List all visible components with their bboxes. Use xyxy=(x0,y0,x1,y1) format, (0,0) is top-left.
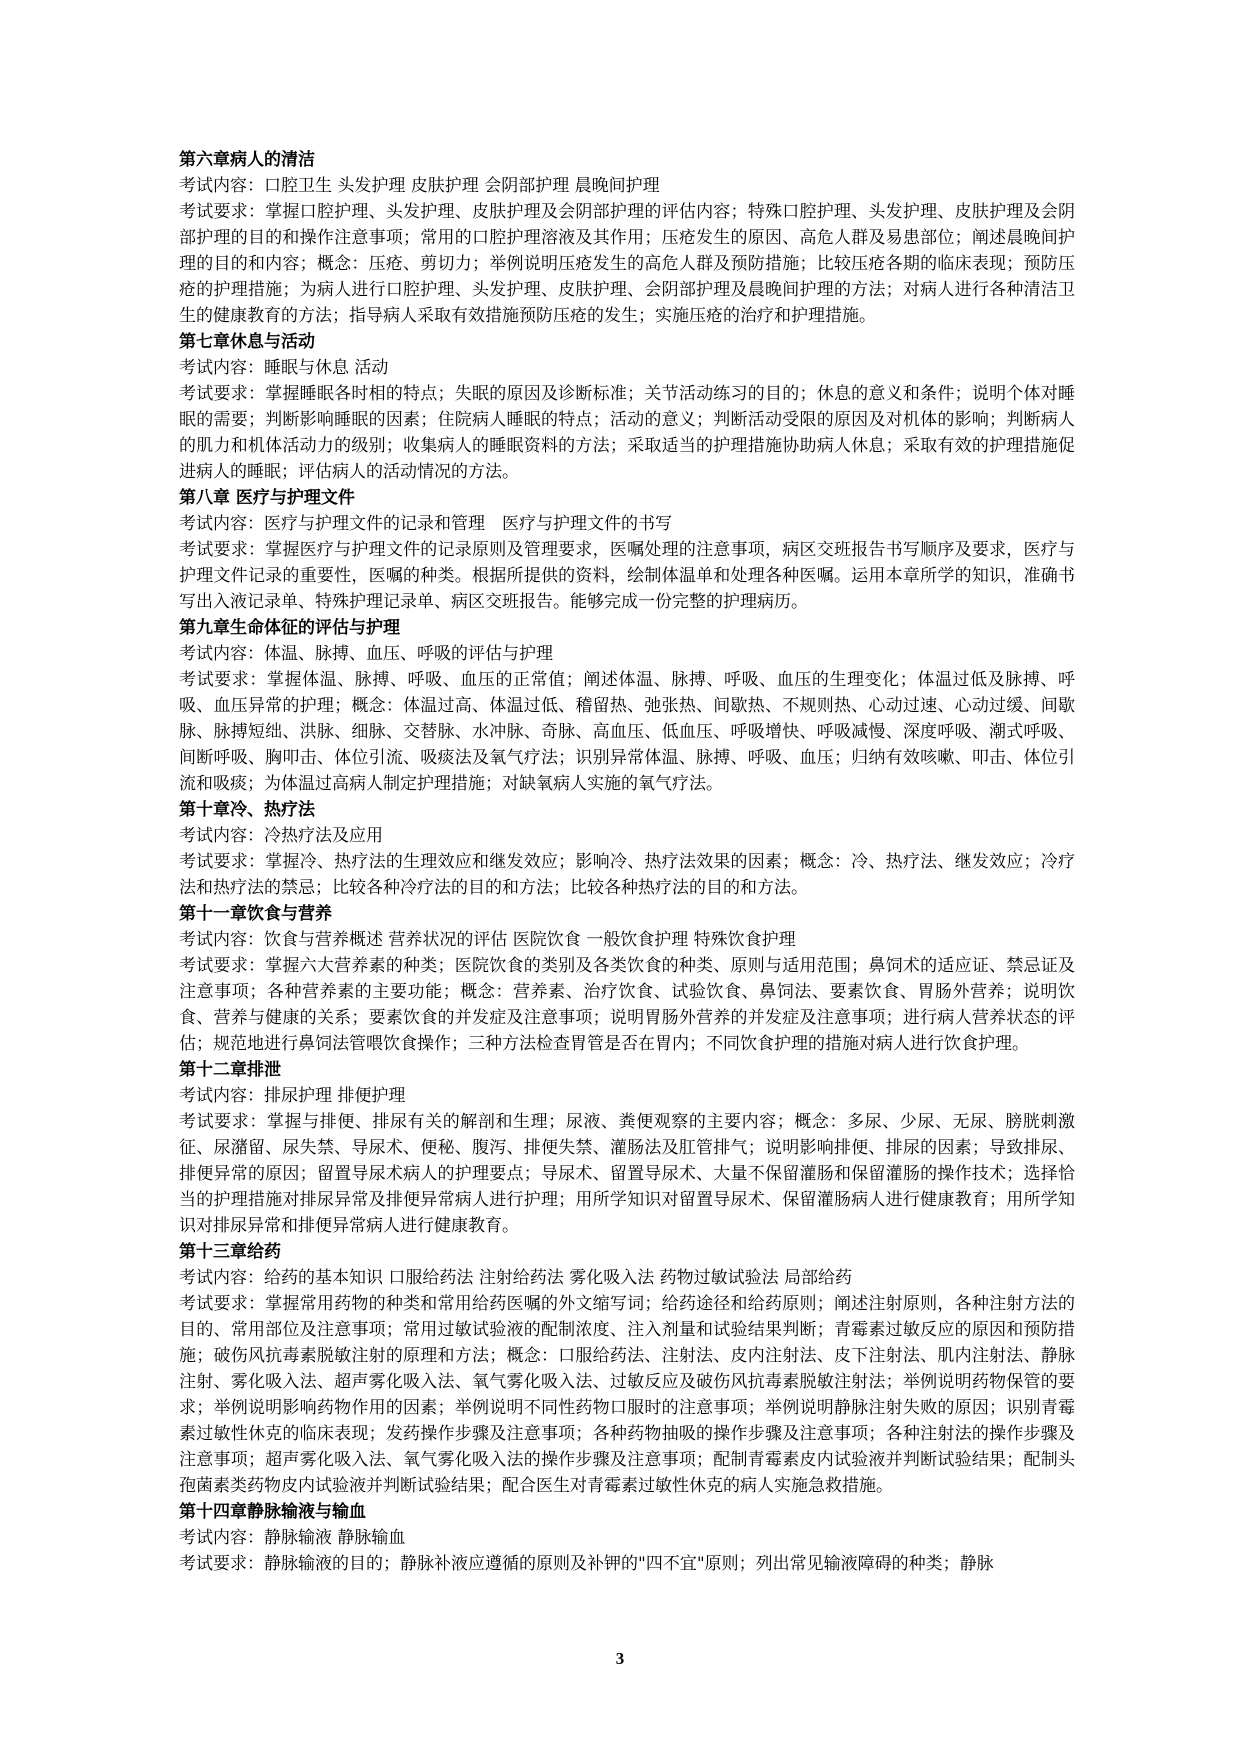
exam-content xyxy=(179,511,1075,537)
section-ch13 xyxy=(179,1239,1075,1499)
section-ch7 xyxy=(179,329,1075,485)
requirements-text: 掌握睡眠各时相的特点；失眠的原因及诊断标准；关节活动练习的目的；休息的意义和条件；说明个体对睡眠的需要；判断影响睡眠的因素；住院病人睡眠的特点；活动的意义；判断活动受限的原因及对机体的影响；判断病人的肌力和机体活动力的级别；收集病人的睡眠资料的方法；采取适当的护理措施协助病人休息；采取有效的护理措施促进病人的睡眠；评估病人的活动情况的方法。 xyxy=(179,384,1076,482)
exam-content xyxy=(179,173,1075,199)
content-text: 睡眠与休息 活动 xyxy=(264,358,389,378)
requirements-text: 掌握冷、热疗法的生理效应和继发效应；影响冷、热疗法效果的因素；概念：冷、热疗法、继发效应；冷疗法和热疗法的禁忌；比较各种冷疗法的目的和方法；比较各种热疗法的目的和方法。 xyxy=(179,852,1076,898)
section-title: 第九章生命体征的评估与护理 xyxy=(179,618,400,638)
section-title: 第七章休息与活动 xyxy=(179,332,315,352)
requirements-text: 掌握口腔护理、头发护理、皮肤护理及会阴部护理的评估内容；特殊口腔护理、头发护理、皮肤护理及会阴部护理的目的和操作注意事项；常用的口腔护理溶液及其作用；压疮发生的原因、高危人群及易患部位；阐述晨晚间护理的目的和内容；概念：压疮、剪切力；举例说明压疮发生的高危人群及预防措施；比较压疮各期的临床表现；预防压疮的护理措施；为病人进行口腔护理、头发护理、皮肤护理、会阴部护理及晨晚间护理的方法；对病人进行各种清洁卫生的健康教育的方法；指导病人采取有效措施预防压疮的发生；实施压疮的治疗和护理措施。 xyxy=(179,202,1076,326)
page-number: 3 xyxy=(615,1649,625,1668)
content-label: 考试内容： xyxy=(179,644,264,664)
requirements-text: 掌握常用药物的种类和常用给药医嘱的外文缩写词；给药途径和给药原则；阐述注射原则，各种注射方法的目的、常用部位及注意事项；常用过敏试验液的配制浓度、注入剂量和试验结果判断；青霉素过敏反应的原因和预防措施；破伤风抗毒素脱敏注射的原理和方法；概念：口服给药法、注射法、皮内注射法、皮下注射法、肌内注射法、静脉注射、雾化吸入法、超声雾化吸入法、氧气雾化吸入法、过敏反应及破伤风抗毒素脱敏注射法；举例说明药物保管的要求；举例说明影响药物作用的因素；举例说明不同性药物口服时的注意事项；举例说明静脉注射失败的原因；识别青霉素过敏性休克的临床表现；发药操作步骤及注意事项；各种药物抽吸的操作步骤及注意事项；各种注射法的操作步骤及注意事项；超声雾化吸入法、氧气雾化吸入法的操作步骤及注意事项；配制青霉素皮内试验液并判断试验结果；配制头孢菌素类药物皮内试验液并判断试验结果；配合医生对青霉素过敏性休克的病人实施急救措施。 xyxy=(179,1294,1076,1496)
content-text: 医疗与护理文件的记录和管理 医疗与护理文件的书写 xyxy=(264,514,672,534)
section-title: 第八章 医疗与护理文件 xyxy=(179,488,355,508)
content-label: 考试内容： xyxy=(179,1086,264,1106)
exam-requirements xyxy=(179,953,1075,1057)
exam-content xyxy=(179,1083,1075,1109)
exam-requirements xyxy=(179,1551,1075,1577)
content-text: 给药的基本知识 口服给药法 注射给药法 雾化吸入法 药物过敏试验法 局部给药 xyxy=(264,1268,853,1288)
exam-content xyxy=(179,927,1075,953)
content-text: 口腔卫生 头发护理 皮肤护理 会阴部护理 晨晚间护理 xyxy=(264,176,660,196)
content-label: 考试内容： xyxy=(179,1528,264,1548)
exam-requirements xyxy=(179,1109,1075,1239)
requirements-label: 考试要求： xyxy=(179,1294,266,1314)
content-label: 考试内容： xyxy=(179,930,264,950)
section-ch6 xyxy=(179,147,1075,329)
requirements-text: 掌握医疗与护理文件的记录原则及管理要求，医嘱处理的注意事项，病区交班报告书写顺序及要求，医疗与护理文件记录的重要性，医嘱的种类。根据所提供的资料，绘制体温单和处理各种医嘱。运用本章所学的知识，准确书写出入液记录单、特殊护理记录单、病区交班报告。能够完成一份完整的护理病历。 xyxy=(179,540,1076,612)
requirements-label: 考试要求： xyxy=(179,852,266,872)
exam-content xyxy=(179,1525,1075,1551)
document-page xyxy=(179,147,1075,1577)
content-text: 排尿护理 排便护理 xyxy=(264,1086,406,1106)
exam-content xyxy=(179,641,1075,667)
requirements-label: 考试要求： xyxy=(179,1554,264,1574)
requirements-label: 考试要求： xyxy=(179,670,267,690)
requirements-label: 考试要求： xyxy=(179,202,266,222)
exam-content xyxy=(179,1265,1075,1291)
section-title: 第十三章给药 xyxy=(179,1242,281,1262)
section-ch12 xyxy=(179,1057,1075,1239)
section-ch10 xyxy=(179,797,1075,901)
section-title: 第六章病人的清洁 xyxy=(179,150,315,170)
requirements-label: 考试要求： xyxy=(179,1112,267,1132)
content-label: 考试内容： xyxy=(179,358,264,378)
requirements-label: 考试要求： xyxy=(179,956,266,976)
section-ch8 xyxy=(179,485,1075,615)
exam-requirements xyxy=(179,849,1075,901)
requirements-text: 静脉输液的目的；静脉补液应遵循的原则及补钾的"四不宜"原则；列出常见输液障碍的种类；静脉 xyxy=(264,1554,994,1574)
section-ch9 xyxy=(179,615,1075,797)
content-label: 考试内容： xyxy=(179,1268,264,1288)
requirements-text: 掌握六大营养素的种类；医院饮食的类别及各类饮食的种类、原则与适用范围；鼻饲术的适应证、禁忌证及注意事项；各种营养素的主要功能；概念：营养素、治疗饮食、试验饮食、鼻饲法、要素饮食、胃肠外营养；说明饮食、营养与健康的关系；要素饮食的并发症及注意事项；说明胃肠外营养的并发症及注意事项；进行病人营养状态的评估；规范地进行鼻饲法管喂饮食操作；三种方法检查胃管是否在胃内；不同饮食护理的措施对病人进行饮食护理。 xyxy=(179,956,1076,1054)
content-label: 考试内容： xyxy=(179,826,264,846)
section-title: 第十一章饮食与营养 xyxy=(179,904,332,924)
exam-requirements xyxy=(179,1291,1075,1499)
content-label: 考试内容： xyxy=(179,514,264,534)
requirements-text: 掌握与排便、排尿有关的解剖和生理；尿液、粪便观察的主要内容；概念：多尿、少尿、无尿、膀胱刺激征、尿潴留、尿失禁、导尿术、便秘、腹泻、排便失禁、灌肠法及肛管排气；说明影响排便、排尿的因素；导致排尿、排便异常的原因；留置导尿术病人的护理要点；导尿术、留置导尿术、大量不保留灌肠和保留灌肠的操作技术；选择恰当的护理措施对排尿异常及排便异常病人进行护理；用所学知识对留置导尿术、保留灌肠病人进行健康教育；用所学知识对排尿异常和排便异常病人进行健康教育。 xyxy=(179,1112,1076,1236)
exam-content xyxy=(179,355,1075,381)
content-label: 考试内容： xyxy=(179,176,264,196)
content-text: 体温、脉搏、血压、呼吸的评估与护理 xyxy=(264,644,553,664)
section-title: 第十四章静脉输液与输血 xyxy=(179,1502,366,1522)
section-title: 第十章冷、热疗法 xyxy=(179,800,315,820)
requirements-text: 掌握体温、脉搏、呼吸、血压的正常值；阐述体温、脉搏、呼吸、血压的生理变化；体温过低及脉搏、呼吸、血压异常的护理；概念：体温过高、体温过低、稽留热、弛张热、间歇热、不规则热、心动过速、心动过缓、间歇脉、脉搏短绌、洪脉、细脉、交替脉、水冲脉、奇脉、高血压、低血压、呼吸增快、呼吸减慢、深度呼吸、潮式呼吸、间断呼吸、胸叩击、体位引流、吸痰法及氧气疗法；识别异常体温、脉搏、呼吸、血压；归纳有效咳嗽、叩击、体位引流和吸痰；为体温过高病人制定护理措施；对缺氧病人实施的氧气疗法。 xyxy=(179,670,1076,794)
section-ch11 xyxy=(179,901,1075,1057)
exam-requirements xyxy=(179,199,1075,329)
requirements-label: 考试要求： xyxy=(179,384,266,404)
exam-requirements xyxy=(179,381,1075,485)
section-ch14 xyxy=(179,1499,1075,1577)
requirements-label: 考试要求： xyxy=(179,540,266,560)
section-title: 第十二章排泄 xyxy=(179,1060,281,1080)
content-text: 冷热疗法及应用 xyxy=(264,826,383,846)
exam-requirements xyxy=(179,667,1075,797)
content-text: 饮食与营养概述 营养状况的评估 医院饮食 一般饮食护理 特殊饮食护理 xyxy=(264,930,796,950)
exam-content xyxy=(179,823,1075,849)
exam-requirements xyxy=(179,537,1075,615)
content-text: 静脉输液 静脉输血 xyxy=(264,1528,406,1548)
